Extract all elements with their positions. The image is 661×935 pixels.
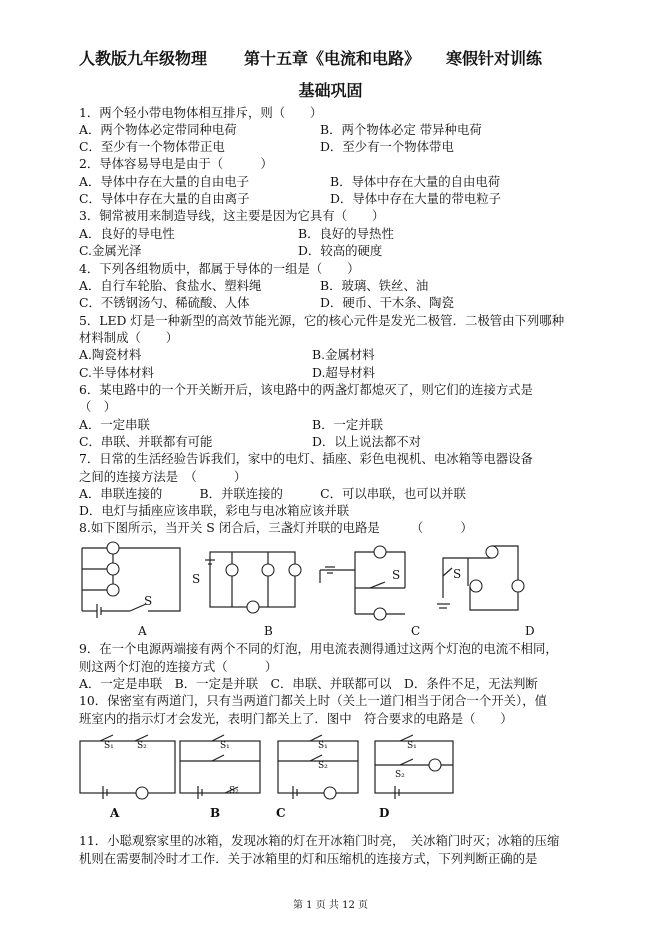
question-11-cont: 机则在需要制冷时才工作．关于冰箱里的灯和压缩机的连接方式，下列判断正确的是: [79, 851, 538, 866]
option-4c: C．不锈钢汤勺、稀硫酸、人体: [79, 295, 250, 310]
switch-label-8b: S: [192, 572, 201, 586]
option-5a: A.陶瓷材料: [79, 347, 142, 362]
fig8-label-b: B: [264, 624, 273, 638]
option-3b: B．良好的导热性: [298, 226, 394, 241]
figure-10-circuits: [0, 733, 661, 803]
fig10-label-b: B: [210, 806, 221, 820]
header-title: 人教版九年级物理: [79, 49, 208, 68]
option-2c: C．导体中存在大量的自由离子: [79, 191, 250, 206]
header-subtitle: 寒假针对训练: [446, 49, 543, 68]
option-4d: D．硬币、干木条、陶瓷: [320, 295, 454, 310]
question-2: 2．导体容易导电是由于（ ）: [79, 156, 273, 171]
option-4a: A．自行车轮胎、食盐水、塑料绳: [79, 278, 262, 293]
circuit-10a: [80, 735, 175, 799]
switch-label-10b-s2: S₂: [229, 786, 239, 796]
option-1b: B．两个物体必定 带异种电荷: [320, 122, 482, 137]
option-3a: A．良好的导电性: [79, 226, 175, 241]
question-5: 5．LED 灯是一种新型的高效节能光源，它的核心元件是发光二极管．二极管由下列哪种: [79, 313, 565, 328]
question-8: 8.如下图所示，当开关 S 闭合后，三盏灯并联的电路是 （ ）: [79, 520, 473, 535]
option-1a: A．两个物体必定带同种电荷: [79, 122, 237, 137]
option-2a: A．导体中存在大量的自由电子: [79, 174, 250, 189]
figure-8-circuits: [0, 538, 661, 638]
option-1d: D．至少有一个物体带电: [320, 139, 454, 154]
circuit-8b: [205, 552, 301, 613]
fig8-label-d: D: [525, 624, 535, 638]
fig8-label-c: C: [411, 624, 421, 638]
question-6: 6．某电路中的一个开关断开后，该电路中的两盏灯都熄灭了，则它们的连接方式是: [79, 382, 533, 397]
fig10-label-a: A: [110, 806, 120, 820]
option-6c: C．串联、并联都有可能: [79, 434, 213, 449]
option-7abc: A．串联连接的 B．并联连接的 C．可以串联，也可以并联: [79, 486, 466, 501]
question-7-cont: 之间的连接方法是 （ ）: [79, 469, 247, 484]
switch-label-8c: S: [392, 568, 401, 582]
option-5c: C.半导体材料: [79, 365, 154, 380]
question-1: 1．两个轻小带电物体相互排斥，则（ ）: [79, 105, 323, 120]
option-6d: D．以上说法都不对: [312, 434, 422, 449]
option-3d: D．较高的硬度: [298, 243, 383, 258]
option-7d: D．电灯与插座应该串联，彩电与电冰箱应该并联: [79, 503, 350, 518]
circuit-8a: [82, 542, 180, 618]
option-4b: B．玻璃、铁丝、油: [320, 278, 429, 293]
option-1c: C．至少有一个物体带正电: [79, 139, 225, 154]
switch-label-8a: S: [144, 594, 153, 608]
switch-label-10c-s2: S₂: [318, 761, 328, 771]
option-6a: A．一定串联: [79, 417, 150, 432]
option-5b: B.金属材料: [312, 347, 375, 362]
option-9: A．一定是串联 B．一定是并联 C．串联、并联都可以 D．条件不足，无法判断: [79, 676, 538, 691]
header-chapter: 第十五章《电流和电路》: [244, 49, 421, 68]
question-5-cont: 材料制成（ ）: [79, 330, 179, 345]
question-9: 9．在一个电源两端接有两个不同的灯泡，用电流表测得通过这两个灯泡的电流不相同，: [79, 641, 558, 656]
page-footer: 第 1 页 共 12 页: [293, 900, 368, 911]
question-11: 11．小聪观察家里的冰箱，发现冰箱的灯在开冰箱门时亮， 关冰箱门时灭；冰箱的压缩: [79, 833, 560, 848]
section-title: 基础巩固: [298, 81, 363, 100]
question-4: 4．下列各组物质中，都属于导体的一组是（ ）: [79, 261, 360, 276]
circuit-8d: [437, 546, 524, 610]
fig10-label-c: C: [276, 806, 286, 820]
question-10-cont: 班室内的指示灯才会发光，表明门都关上了．图中 符合要求的电路是（ ）: [79, 711, 513, 726]
switch-label-10c-s1: S₁: [318, 741, 328, 751]
option-2b: B．导体中存在大量的自由电荷: [330, 174, 501, 189]
option-3c: C.金属光泽: [79, 243, 142, 258]
question-7: 7．日常的生活经验告诉我们，家中的电灯、插座、彩色电视机、电冰箱等电器设备: [79, 451, 533, 466]
switch-label-10a-s1: S₁: [104, 741, 114, 751]
circuit-8c: [320, 546, 405, 620]
option-2d: D．导体中存在大量的带电粒子: [330, 191, 502, 206]
question-10: 10．保密室有两道门，只有当两道门都关上时（关上一道门相当于闭合一个开关），值: [79, 693, 548, 708]
fig10-label-d: D: [379, 806, 390, 820]
switch-label-10a-s2: S₂: [137, 741, 147, 751]
switch-label-10d-s1: S₁: [407, 741, 417, 751]
question-6-cont: （ ）: [79, 399, 117, 414]
option-5d: D.超导材料: [312, 365, 375, 380]
question-9-cont: 则这两个灯泡的连接方式（ ）: [79, 659, 278, 674]
switch-label-10b-s1: S₁: [220, 741, 230, 751]
fig8-label-a: A: [138, 624, 147, 638]
switch-label-8d: S: [453, 567, 462, 581]
switch-label-10d-s2: S₂: [395, 770, 405, 780]
question-3: 3．铜常被用来制造导线，这主要是因为它具有（ ）: [79, 208, 385, 223]
option-6b: B．一定并联: [312, 417, 384, 432]
